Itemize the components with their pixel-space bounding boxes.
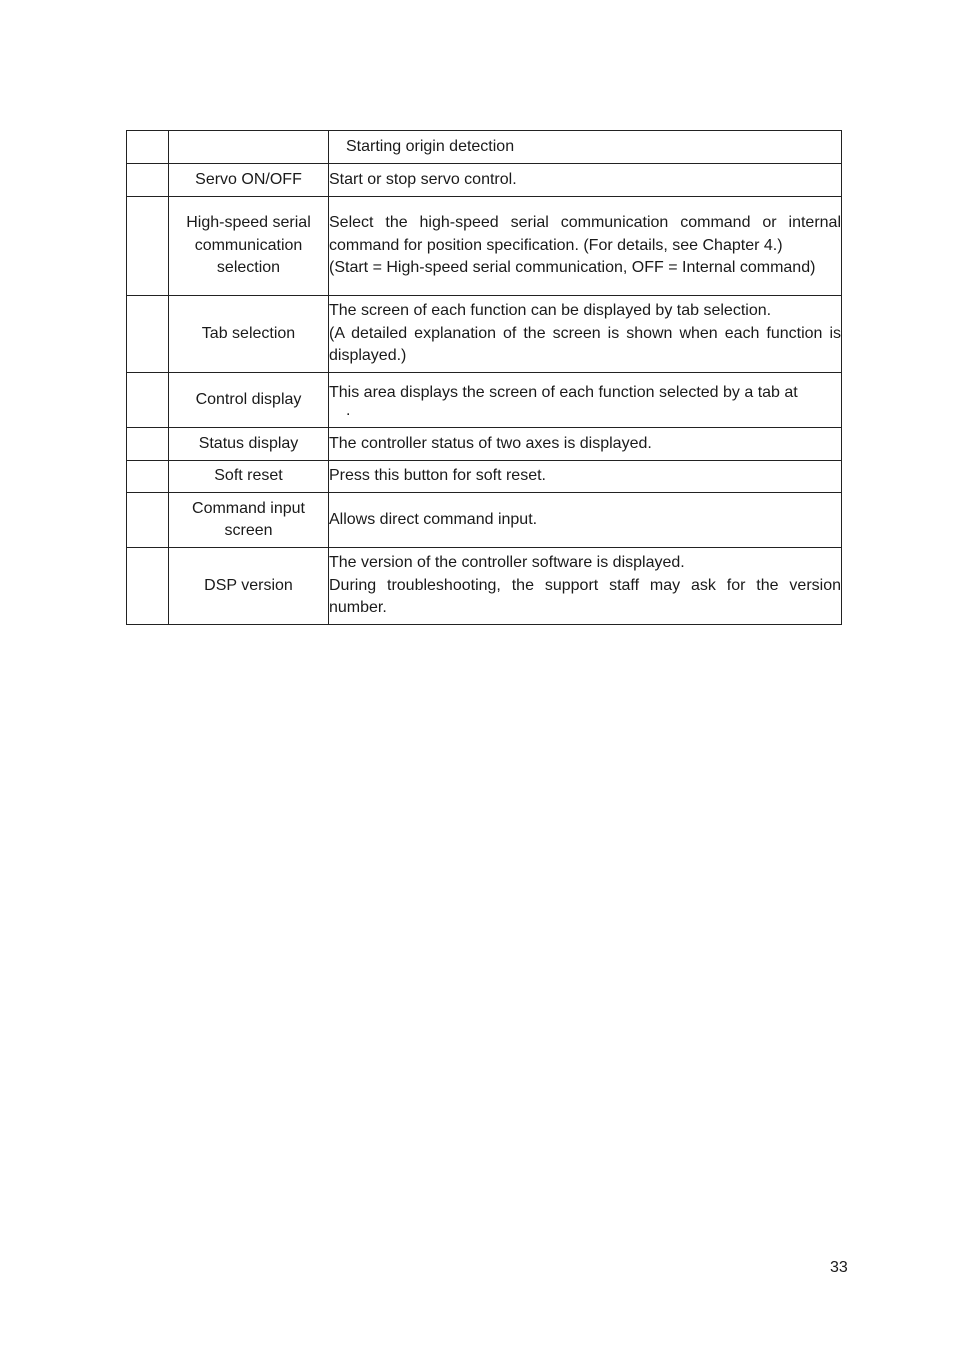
item-number-cell [127, 197, 169, 296]
description-line: The controller status of two axes is displayed. [329, 434, 652, 452]
page-number: 33 [830, 1259, 848, 1276]
description-line: Allows direct command input. [329, 510, 538, 528]
table-row [127, 548, 842, 625]
description-line: Starting origin detection [346, 137, 515, 155]
item-name-cell: DSP version [169, 548, 329, 625]
description-line: Press this button for soft reset. [329, 467, 546, 485]
description-line: The version of the controller software is displayed. [329, 554, 685, 572]
description-line: During troubleshooting, the support staff may ask for the version number. [329, 576, 841, 617]
table-row [127, 296, 842, 373]
item-name-cell: Status display [169, 428, 329, 461]
item-description-cell [329, 164, 842, 197]
item-description-cell [329, 428, 842, 461]
item-name-cell: Servo ON/OFF [169, 164, 329, 197]
item-number-cell [127, 131, 169, 164]
item-description-cell [329, 461, 842, 493]
item-number-cell [127, 461, 169, 493]
table-row [127, 164, 842, 197]
description-line: . [346, 402, 351, 420]
item-name-cell: High-speed serial communication selection [169, 197, 329, 296]
item-name-cell: Control display [169, 373, 329, 428]
item-number-cell [127, 164, 169, 197]
item-name-cell: Tab selection [169, 296, 329, 373]
table-row [127, 131, 842, 164]
table-row [127, 461, 842, 493]
item-number-cell [127, 548, 169, 625]
item-description-cell [329, 296, 842, 373]
function-table [126, 130, 842, 625]
item-number-cell [127, 373, 169, 428]
description-line: This area displays the screen of each function selected by a tab at [329, 383, 798, 401]
table-row [127, 197, 842, 296]
item-number-cell [127, 493, 169, 548]
item-number-cell [127, 296, 169, 373]
item-description-cell [329, 131, 842, 164]
description-line: Start or stop servo control. [329, 170, 517, 188]
item-name-cell [169, 131, 329, 164]
table-row [127, 493, 842, 548]
item-name-cell: Command input screen [169, 493, 329, 548]
table-row [127, 428, 842, 461]
item-description-cell [329, 493, 842, 548]
item-description-cell [329, 197, 842, 296]
table-row [127, 373, 842, 428]
description-line: Select the high-speed serial communication command or internal command for position specification. (For details, see Chapter 4.) [329, 214, 841, 254]
item-description-cell [329, 548, 842, 625]
description-line: (Start = High-speed serial communication, OFF = Internal command) [329, 259, 816, 277]
item-number-cell [127, 428, 169, 461]
item-description-cell [329, 373, 842, 428]
item-name-cell: Soft reset [169, 461, 329, 493]
description-line: (A detailed explanation of the screen is shown when each function is displayed.) [329, 324, 841, 365]
description-line: The screen of each function can be displayed by tab selection. [329, 302, 772, 320]
